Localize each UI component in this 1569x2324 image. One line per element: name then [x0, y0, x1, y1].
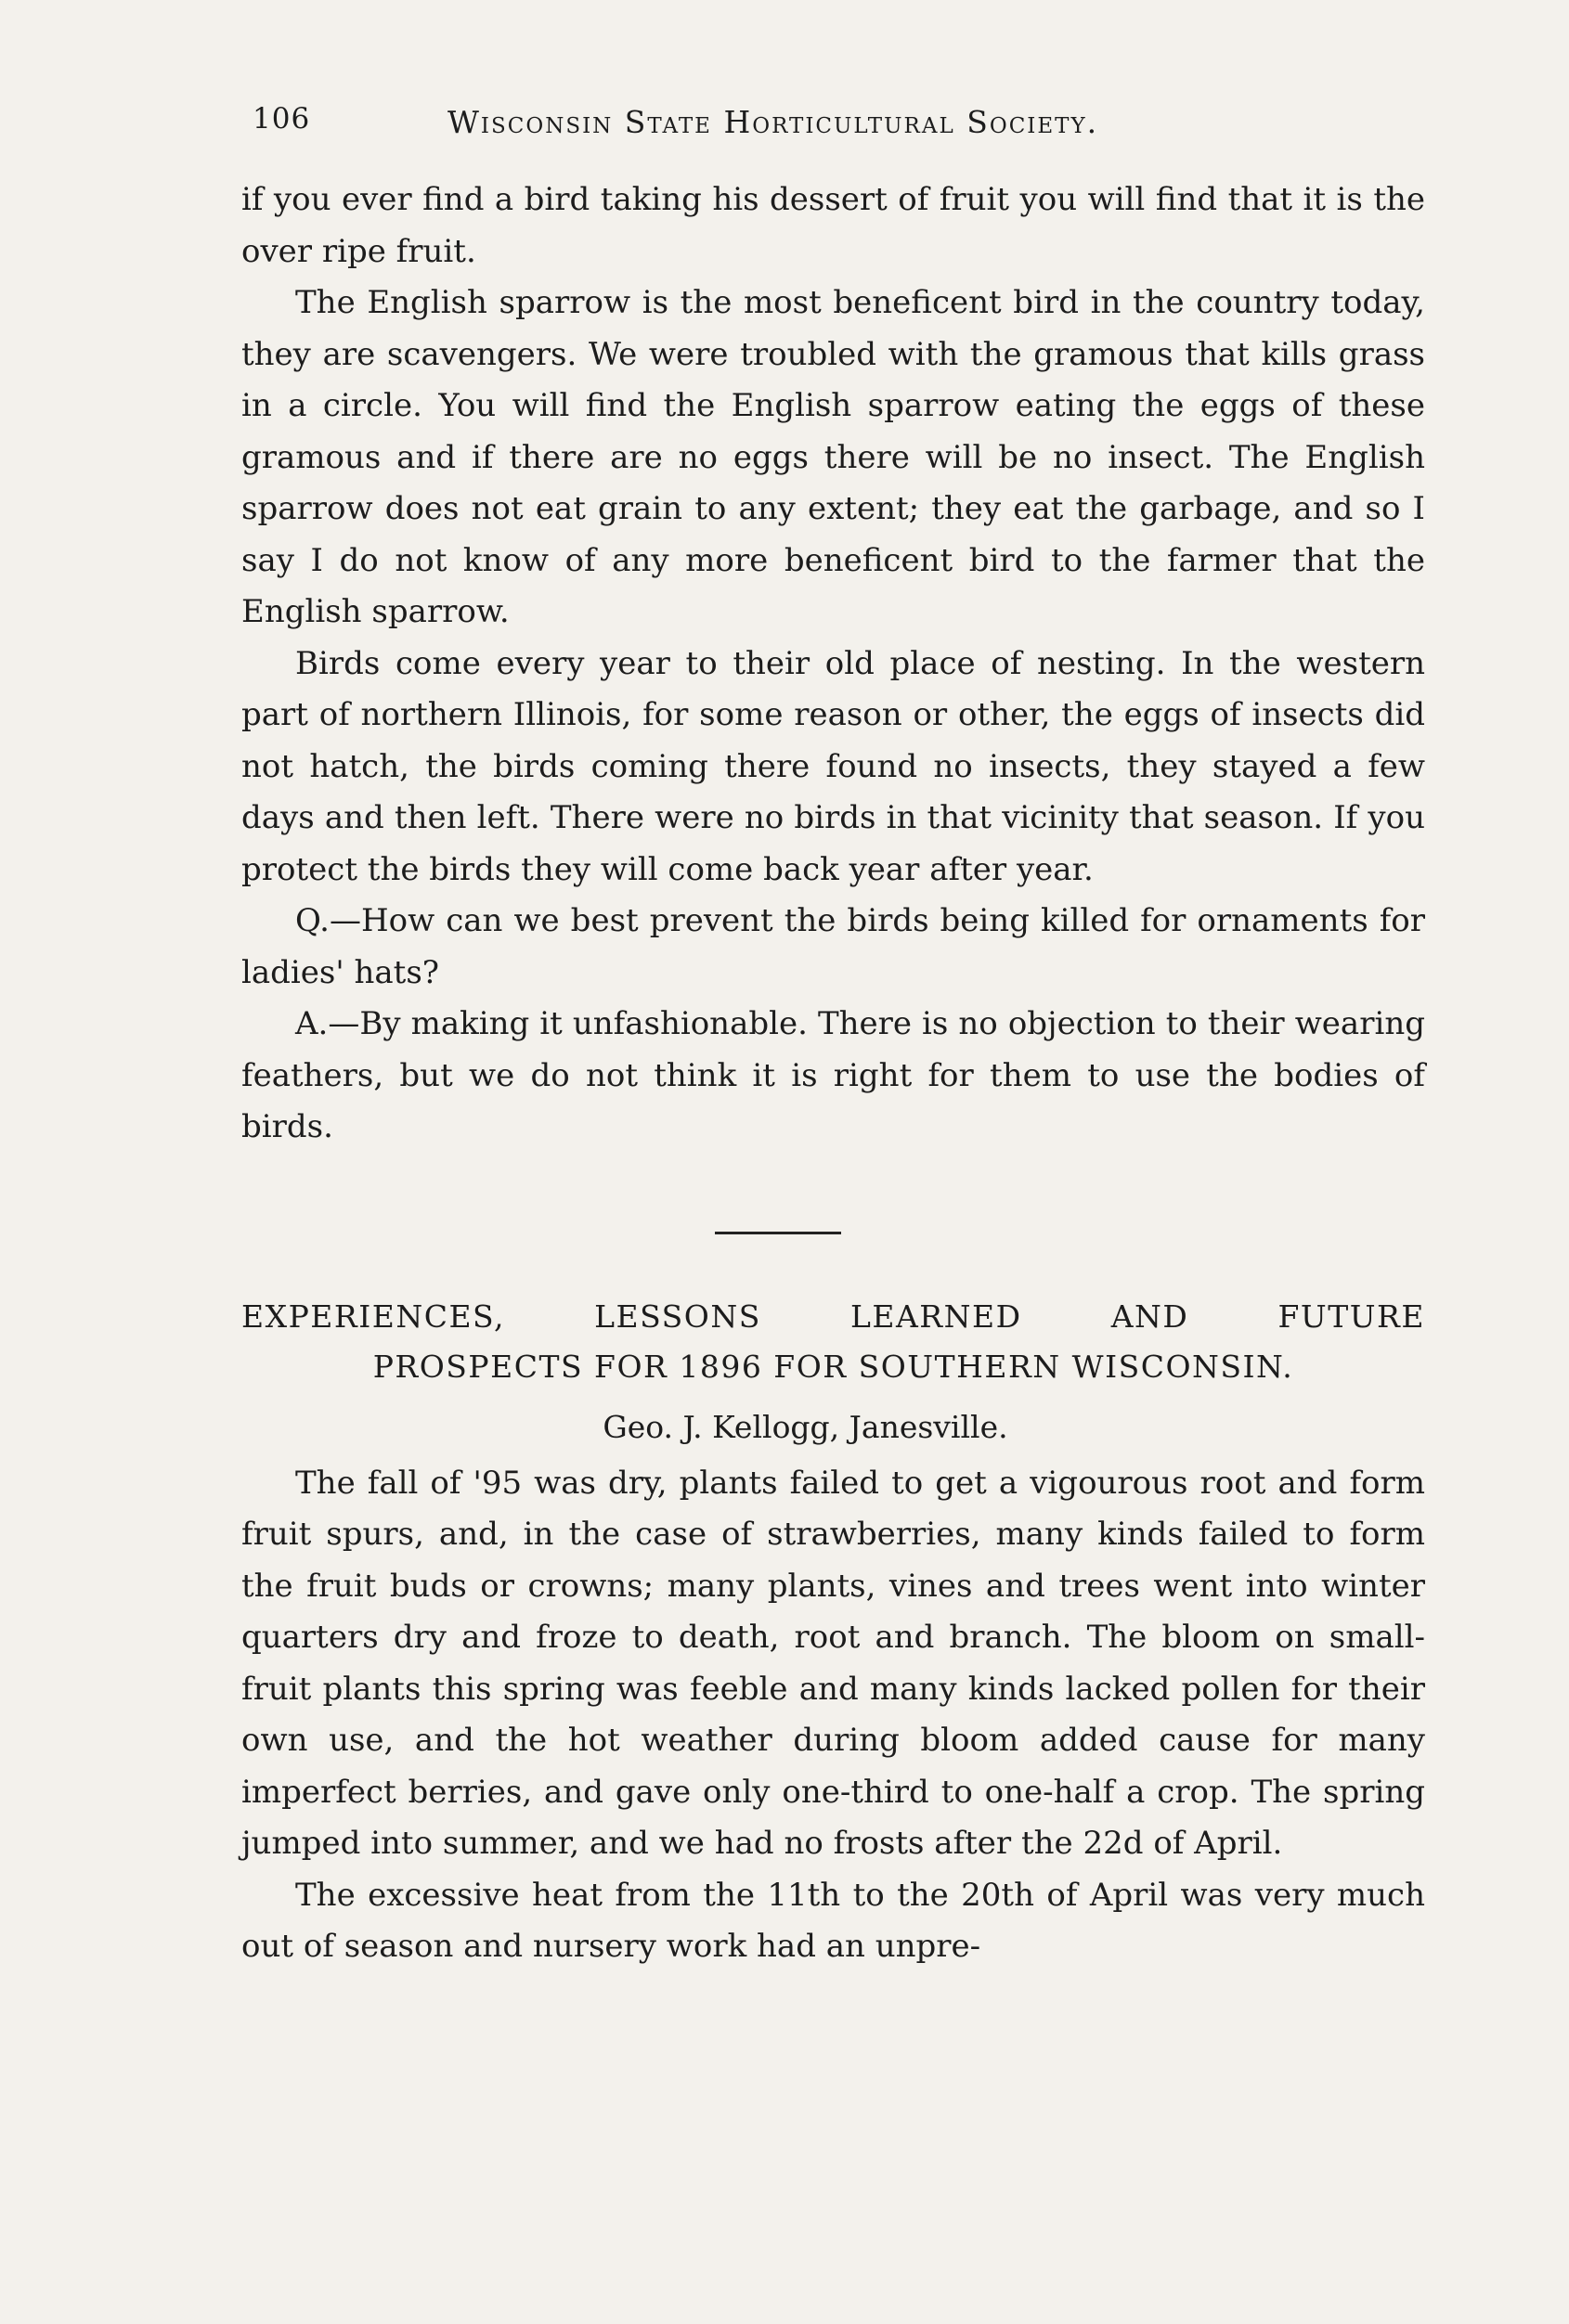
- running-head: [241, 102, 1425, 158]
- article-title: [241, 1292, 1425, 1392]
- paragraph: Q.—How can we best prevent the birds being killed for ornaments for ladies' hats?: [241, 902, 1425, 991]
- section-divider: [715, 1232, 841, 1234]
- paragraph: The fall of '95 was dry, plants failed to get a vigourous root and form fruit spurs, and, in the case of strawberries, many kinds failed to form the fruit buds or crowns; many plants, vines and trees went into winter quarters dry and froze to death, root and branch. The bloom on small-fruit plants this spring was feeble and many kinds lacked pollen for their own use, and the hot weather during bloom added cause for many imperfect berries, and gave only one-third to one-half a crop. The spring jumped into summer, and we had no frosts after the 22d of April.: [241, 1464, 1425, 1862]
- continued-text: [241, 174, 1425, 1154]
- paragraph: The English sparrow is the most beneficent bird in the country today, they are scavengers. We were troubled with the gramous that kills grass in a circle. You will find the English sparrow eating the eggs of these gramous and if there are no eggs there will be no insect. The English sparrow does not eat grain to any extent; they eat the garbage, and so I say I do not know of any more beneficent bird to the farmer that the English sparrow.: [241, 284, 1425, 630]
- journal-title: Wisconsin State Horticultural Society.: [447, 104, 1099, 140]
- article-title-line-1: EXPERIENCES, LESSONS LEARNED AND FUTURE: [241, 1298, 1425, 1335]
- byline: Geo. J. Kellogg, Janesville.: [603, 1408, 1008, 1445]
- paragraph: The excessive heat from the 11th to the 20th of April was very much out of season and nursery work had an unpre-: [241, 1876, 1425, 1965]
- book-page: [241, 102, 1425, 1973]
- article-title-line-2: PROSPECTS FOR 1896 FOR SOUTHERN WISCONSIN.: [372, 1348, 1294, 1385]
- article-body: [241, 1458, 1425, 1973]
- paragraph: Birds come every year to their old place of nesting. In the western part of northern Illinois, for some reason or other, the eggs of insects did not hatch, the birds coming there found no insects, they stayed a few days and then left. There were no birds in that vicinity that season. If you protect the birds they will come back year after year.: [241, 644, 1425, 888]
- page-number: 106: [253, 102, 311, 136]
- paragraph: A.—By making it unfashionable. There is no objection to their wearing feathers, but we do not think it is right for them to use the bodies of birds.: [241, 1005, 1425, 1145]
- paragraph: if you ever find a bird taking his dessert of fruit you will find that it is the over ripe fruit.: [241, 181, 1425, 270]
